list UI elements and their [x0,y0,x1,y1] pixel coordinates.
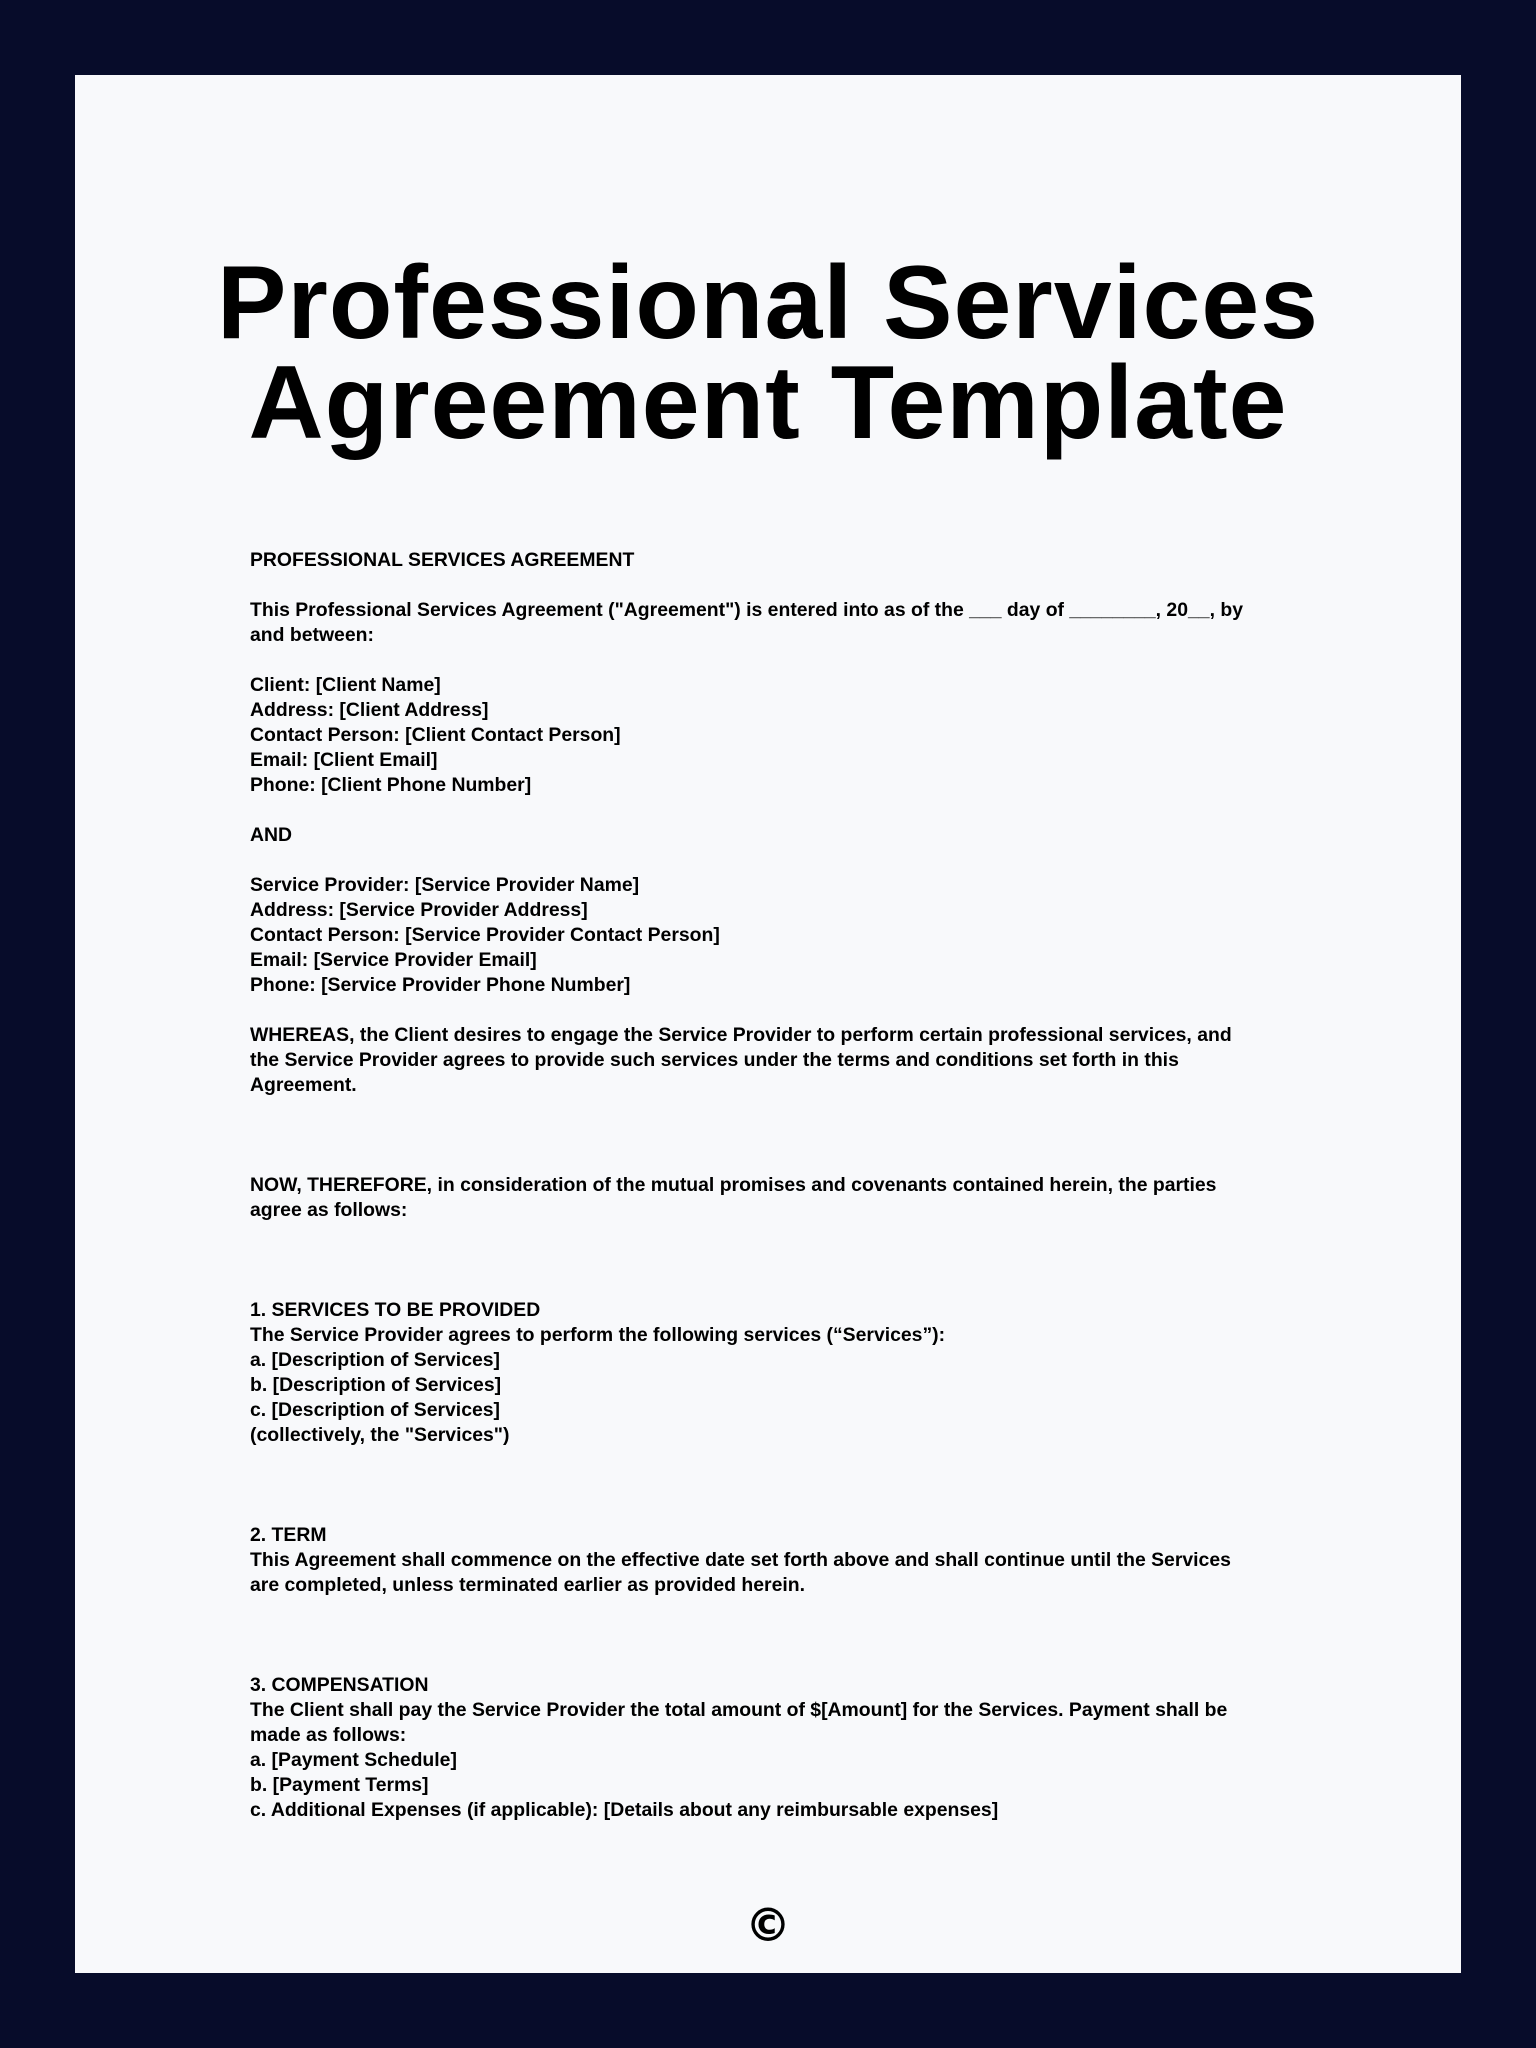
title-line: Agreement Template [248,345,1288,461]
list-item: b. [Payment Terms] [250,1774,429,1796]
provider-phone: Phone: [Service Provider Phone Number] [250,974,631,996]
client-block [250,673,1360,798]
title-line: Professional Services [216,245,1320,361]
now-therefore-paragraph: NOW, THEREFORE, in consideration of the mutual promises and covenants contained herein, the parties agree as follows: [250,1174,1217,1221]
section-services: 1. SERVICES TO BE PROVIDED The Service Provider agrees to perform the following services (“Services”): a. [Description of Services] b. [Description of Services] c. [Description of Services] (collectively, the "Services") [250,1298,1360,1448]
provider-name: Service Provider: [Service Provider Name] [250,874,640,896]
provider-email: Email: [Service Provider Email] [250,949,537,971]
intro-paragraph: This Professional Services Agreement ("Agreement") is entered into as of the ___ day of ________, 20__, by and between: [250,599,1243,646]
list-item: a. [Description of Services] [250,1349,501,1371]
section-heading: 3. COMPENSATION [250,1674,429,1696]
client-contact: Contact Person: [Client Contact Person] [250,724,621,746]
list-item: c. Additional Expenses (if applicable): [Details about any reimbursable expenses] [250,1799,999,1821]
section-term: 2. TERM This Agreement shall commence on the effective date set forth above and shall continue until the Services are completed, unless terminated earlier as provided herein. [250,1523,1360,1598]
client-name: Client: [Client Name] [250,674,441,696]
section-heading: 2. TERM [250,1524,327,1546]
whereas-paragraph: WHEREAS, the Client desires to engage the Service Provider to perform certain professional services, and the Service Provider agrees to provide such services under the terms and conditions set forth in this Agreement. [250,1024,1232,1096]
client-phone: Phone: [Client Phone Number] [250,774,532,796]
section-compensation: 3. COMPENSATION The Client shall pay the Service Provider the total amount of $[Amount] for the Services. Payment shall be made as follows: a. [Payment Schedule] b. [Payment Terms] c. Additional Expenses (if applicable): [Details about any reimbursable expenses] [250,1673,1360,1823]
document-body [250,548,1360,1823]
list-item: a. [Payment Schedule] [250,1749,457,1771]
agreement-heading: PROFESSIONAL SERVICES AGREEMENT [250,549,635,571]
list-item: b. [Description of Services] [250,1374,502,1396]
copyright-icon: © [745,1898,791,1952]
provider-block [250,873,1360,998]
client-address: Address: [Client Address] [250,699,489,721]
section-heading: 1. SERVICES TO BE PROVIDED [250,1299,541,1321]
provider-address: Address: [Service Provider Address] [250,899,588,921]
list-item: c. [Description of Services] [250,1399,501,1421]
provider-contact: Contact Person: [Service Provider Contact Person] [250,924,720,946]
and-label: AND [250,824,293,846]
client-email: Email: [Client Email] [250,749,438,771]
document-page [75,75,1461,1973]
document-title [75,245,1461,461]
